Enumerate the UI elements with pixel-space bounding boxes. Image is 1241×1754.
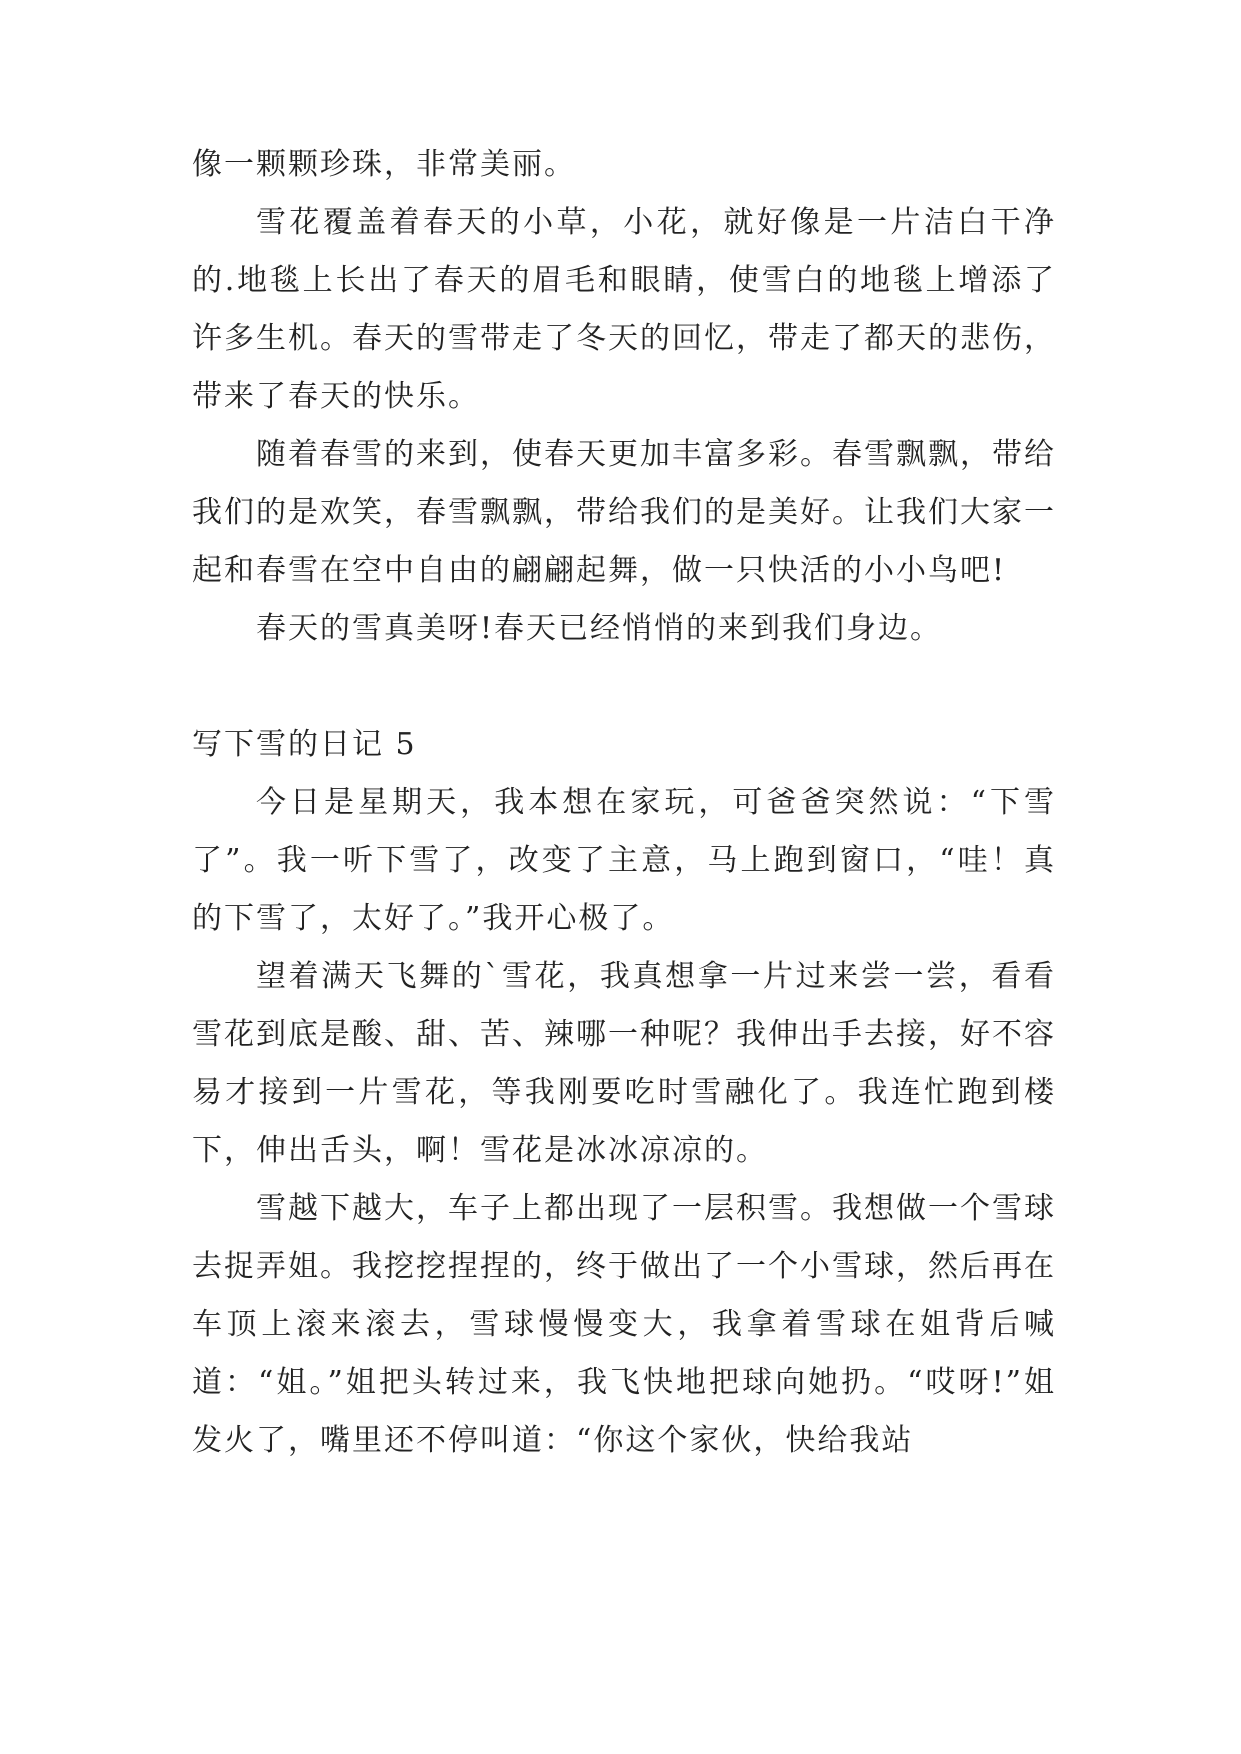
paragraph-sunday: 今日是星期天，我本想在家玩，可爸爸突然说：“下雪了”。我一听下雪了，改变了主意，马上跑到窗口，“哇！真的下雪了，太好了。”我开心极了。 [192,785,1056,936]
paragraph-snow-covering: 雪花覆盖着春天的小草，小花，就好像是一片洁白干净的.地毯上长出了春天的眉毛和眼睛，使雪白的地毯上增添了许多生机。春天的雪带走了冬天的回忆，带走了都天的悲伤，带来了春天的快乐。 [192,205,1056,414]
paragraph-spring-snow-beautiful: 春天的雪真美呀!春天已经悄悄的来到我们身边。 [256,611,943,646]
paragraph-continuation: 像一颗颗珍珠，非常美丽。 [192,147,576,182]
paragraph-taste-snowflake: 望着满天飞舞的`雪花，我真想拿一片过来尝一尝，看看雪花到底是酸、甜、苦、辣哪一种呢？我伸出手去接，好不容易才接到一片雪花，等我刚要吃时雪融化了。我连忙跑到楼下，伸出舌头，啊！雪花是冰冰凉凉的。 [192,959,1056,1168]
paragraph-snowball: 雪越下越大，车子上都出现了一层积雪。我想做一个雪球去捉弄姐。我挖挖捏捏的，终于做出了一个小雪球，然后再在车顶上滚来滚去，雪球慢慢变大，我拿着雪球在姐背后喊道：“姐。”姐把头转过来，我飞快地把球向她扔。“哎呀!”姐发火了，嘴里还不停叫道：“你这个家伙，快给我站 [192,1191,1056,1458]
document-body [192,136,1056,1470]
section-gap [192,658,1056,716]
section-title: 写下雪的日记 5 [192,727,417,762]
paragraph-spring-snow-arrival: 随着春雪的来到，使春天更加丰富多彩。春雪飘飘，带给我们的是欢笑，春雪飘飘，带给我们的是美好。让我们大家一起和春雪在空中自由的翩翩起舞，做一只快活的小小鸟吧! [192,437,1056,588]
